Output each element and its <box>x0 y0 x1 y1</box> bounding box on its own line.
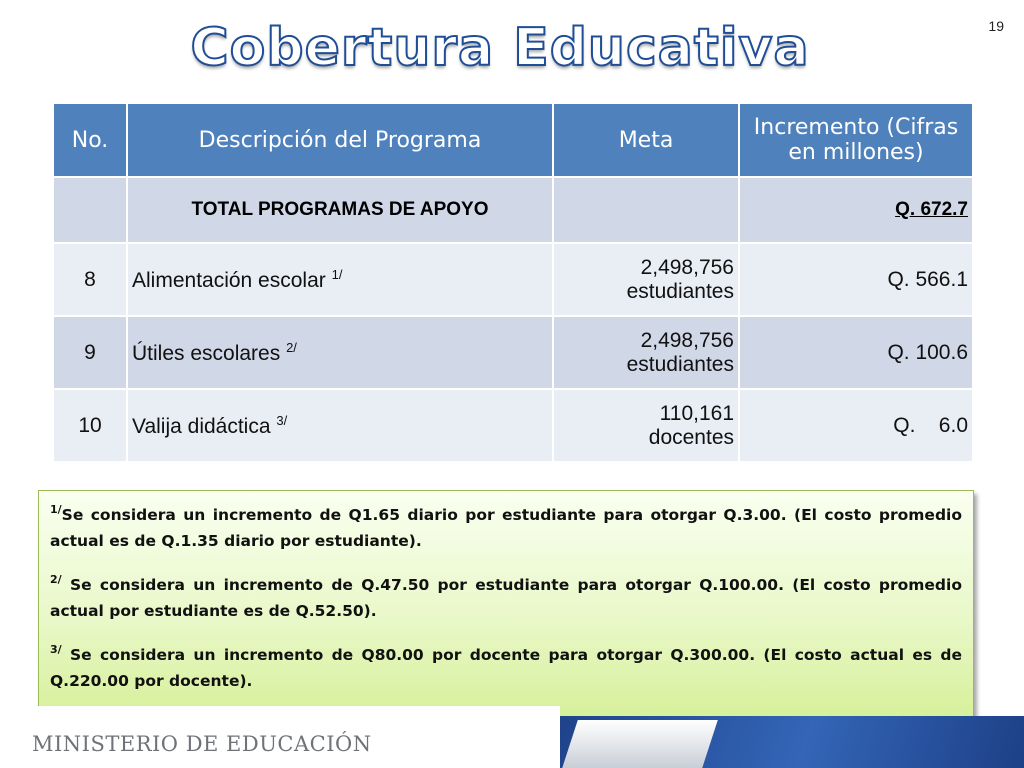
ministry-logo-text: MINISTERIO DE EDUCACIÓN <box>32 732 372 756</box>
table-row <box>53 389 973 462</box>
row-amount: Q. 6.0 <box>739 389 973 462</box>
footnote-3 <box>50 637 962 694</box>
row-goal-unit: estudiantes <box>626 352 734 376</box>
row-amount: Q. 566.1 <box>739 243 973 316</box>
row-goal-unit: estudiantes <box>626 279 734 303</box>
footnote-2 <box>50 567 962 624</box>
footnote-marker: 3/ <box>50 643 62 656</box>
table-row <box>53 316 973 389</box>
page-number: 19 <box>988 18 1004 34</box>
table-header-row <box>53 103 973 177</box>
row-goal-count: 110,161 <box>659 401 734 425</box>
row-footnote: 3/ <box>276 412 288 428</box>
row-goal-cell <box>553 243 739 316</box>
footnote-text: Se considera un incremento de Q1.65 diario por estudiante para otorgar Q.3.00. (El costo promedio actual es de Q.1.35 diario por estudiante). <box>50 506 962 550</box>
row-description-cell <box>127 243 553 316</box>
row-goal-cell <box>553 389 739 462</box>
table-row <box>53 243 973 316</box>
footnote-marker: 2/ <box>50 573 62 586</box>
header-description: Descripción del Programa <box>127 103 553 177</box>
row-no: 8 <box>53 243 127 316</box>
row-footnote: 2/ <box>286 339 297 355</box>
row-description-cell <box>127 389 553 462</box>
total-goal-cell <box>553 177 739 243</box>
row-amount: Q. 100.6 <box>739 316 973 389</box>
total-amount: Q. 672.7 <box>739 177 973 243</box>
total-no-cell <box>53 177 127 243</box>
total-row <box>53 177 973 243</box>
row-description: Alimentación escolar <box>132 268 326 292</box>
row-no: 10 <box>53 389 127 462</box>
total-label: TOTAL PROGRAMAS DE APOYO <box>127 177 553 243</box>
row-description: Valija didáctica <box>132 414 271 438</box>
footnotes-box <box>38 490 974 722</box>
row-goal-count: 2,498,756 <box>640 328 734 352</box>
footer-silver-band <box>562 720 718 768</box>
row-description: Útiles escolares <box>132 341 281 365</box>
footnote-text: Se considera un incremento de Q.47.50 por estudiante para otorgar Q.100.00. (El costo promedio actual por estudiante es de Q.52.50). <box>50 576 962 620</box>
programs-table <box>52 102 974 463</box>
row-goal-count: 2,498,756 <box>640 255 734 279</box>
header-goal: Meta <box>553 103 739 177</box>
row-goal-unit: docentes <box>648 425 734 449</box>
row-no: 9 <box>53 316 127 389</box>
row-footnote: 1/ <box>331 266 343 282</box>
footnote-marker: 1/ <box>50 503 62 516</box>
row-description-cell <box>127 316 553 389</box>
slide-title: Cobertura Educativa <box>190 18 810 78</box>
row-goal-cell <box>553 316 739 389</box>
header-increase: Incremento (Cifras en millones) <box>739 103 973 177</box>
footnote-text: Se considera un incremento de Q80.00 por docente para otorgar Q.300.00. (El costo actual es de Q.220.00 por docente). <box>50 646 962 690</box>
footnote-1 <box>50 497 962 554</box>
header-no: No. <box>53 103 127 177</box>
